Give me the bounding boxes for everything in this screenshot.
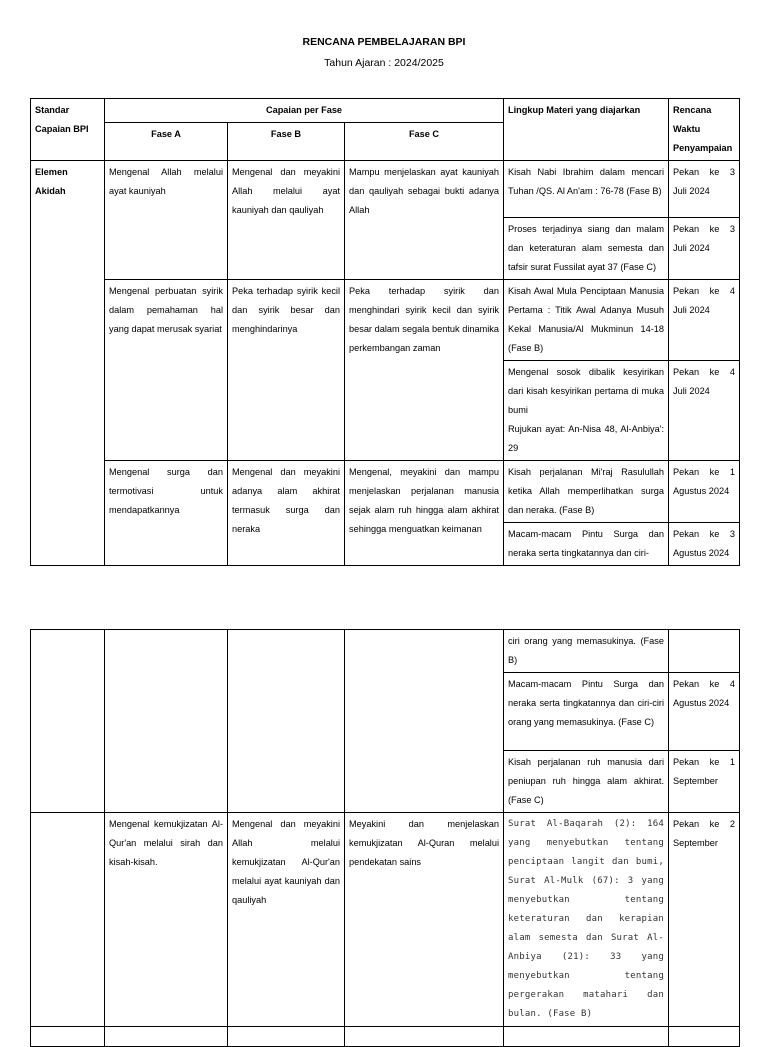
g2-materi-2-rujukan: Rujukan ayat: An-Nisa 48, Al-Anbiya': 29 xyxy=(508,424,665,453)
header-standar: Standar Capaian BPI xyxy=(31,99,105,161)
header-fase-b: Fase B xyxy=(228,123,345,161)
g4-fase-b: Mengenal dan meyakini Allah melalui kemukjizatan Al-Qur'an melalui ayat kauniyah dan qauliyah xyxy=(228,813,345,1027)
p2-materi-continued: ciri orang yang memasukinya. (Fase B) xyxy=(504,630,669,673)
g4-waktu-1: Pekan ke 2 September xyxy=(669,813,740,1027)
g2-fase-b: Peka terhadap syirik kecil dan syirik besar dan menghindarinya xyxy=(228,280,345,461)
g2-materi-1: Kisah Awal Mula Penciptaan Manusia Pertama : Titik Awal Adanya Musuh Kekal Manusia/Al Mukminun 14-18 (Fase B) xyxy=(504,280,669,361)
header-fase-c: Fase C xyxy=(345,123,504,161)
next-row-cell-5 xyxy=(504,1027,669,1047)
lesson-plan-table-page-2 xyxy=(30,629,740,1047)
g1-materi-2: Proses terjadinya siang dan malam dan keteraturan alam semesta dan tafsir surat Fussilat ayat 37 (Fase C) xyxy=(504,218,669,280)
academic-year: Tahun Ajaran : 2024/2025 xyxy=(324,57,444,69)
g2-waktu-1: Pekan ke 4 Juli 2024 xyxy=(669,280,740,361)
g1-waktu-2: Pekan ke 3 Juli 2024 xyxy=(669,218,740,280)
elemen-label: Elemen Akidah xyxy=(31,161,105,566)
next-row-cell-3 xyxy=(228,1027,345,1047)
g4-elemen-cell xyxy=(31,813,105,1027)
next-row-cell-4 xyxy=(345,1027,504,1047)
p2-elemen-cell xyxy=(31,630,105,813)
g3-materi-2: Macam-macam Pintu Surga dan neraka serta tingkatannya dan ciri- xyxy=(504,523,669,566)
lesson-plan-table-page-1 xyxy=(30,98,740,566)
p2-waktu-empty xyxy=(669,630,740,673)
g2-materi-2-text: Mengenal sosok dibalik kesyirikan dari kisah kesyirikan pertama di muka bumi xyxy=(508,367,665,415)
header-waktu: Rencana Waktu Penyampaian xyxy=(669,99,740,161)
next-row-cell-2 xyxy=(105,1027,228,1047)
next-row-cell-6 xyxy=(669,1027,740,1047)
p2-fase-c-cell xyxy=(345,630,504,813)
g3-fase-c: Mengenal, meyakini dan mampu menjelaskan perjalanan manusia sejak alam ruh hingga alam akhirat sehingga menguatkan keimanan xyxy=(345,461,504,566)
g2-materi-2 xyxy=(504,361,669,461)
header-fase-a: Fase A xyxy=(105,123,228,161)
p2-fase-b-cell xyxy=(228,630,345,813)
g2-fase-c: Peka terhadap syirik dan menghindari syirik kecil dan syirik besar dalam segala bentuk dinamika perkembangan zaman xyxy=(345,280,504,461)
g1-materi-1: Kisah Nabi Ibrahim dalam mencari Tuhan /QS. Al An'am : 76-78 (Fase B) xyxy=(504,161,669,218)
p2-waktu-2: Pekan ke 4 Agustus 2024 xyxy=(669,673,740,751)
g2-waktu-2: Pekan ke 4 Juli 2024 xyxy=(669,361,740,461)
g1-fase-a: Mengenal Allah melalui ayat kauniyah xyxy=(105,161,228,280)
g1-fase-c: Mampu menjelaskan ayat kauniyah dan qauliyah sebagai bukti adanya Allah xyxy=(345,161,504,280)
g4-materi-1: Surat Al-Baqarah (2): 164 yang menyebutkan tentang penciptaan langit dan bumi, Surat Al-Mulk (67): 3 yang menyebutkan tentang keteraturan dan kerapian alam semesta dan Surat Al-Anbiya (21): 33 yang menyebutkan tentang pergerakan matahari dan bulan. (Fase B) xyxy=(504,813,669,1027)
p2-materi-pintu-surga-c: Macam-macam Pintu Surga dan neraka serta tingkatannya dan ciri-ciri orang yang memasukinya. (Fase C) xyxy=(504,673,669,751)
g3-waktu-1: Pekan ke 1 Agustus 2024 xyxy=(669,461,740,523)
p2-materi-ruh: Kisah perjalanan ruh manusia dari peniupan ruh hingga alam akhirat. (Fase C) xyxy=(504,751,669,813)
header-capaian: Capaian per Fase xyxy=(105,99,504,123)
g1-fase-b: Mengenal dan meyakini Allah melalui ayat kauniyah dan qauliyah xyxy=(228,161,345,280)
g1-waktu-1: Pekan ke 3 Juli 2024 xyxy=(669,161,740,218)
p2-waktu-3: Pekan ke 1 September xyxy=(669,751,740,813)
g3-waktu-2: Pekan ke 3 Agustus 2024 xyxy=(669,523,740,566)
document-title: RENCANA PEMBELAJARAN BPI xyxy=(302,36,466,48)
g3-fase-b: Mengenal dan meyakini adanya alam akhirat termasuk surga dan neraka xyxy=(228,461,345,566)
p2-fase-a-cell xyxy=(105,630,228,813)
g3-fase-a: Mengenal surga dan termotivasi untuk mendapatkannya xyxy=(105,461,228,566)
g3-materi-1: Kisah perjalanan Mi'raj Rasulullah ketika Allah memperlihatkan surga dan neraka. (Fase B) xyxy=(504,461,669,523)
header-lingkup: Lingkup Materi yang diajarkan xyxy=(504,99,669,161)
next-row-cell-1 xyxy=(31,1027,105,1047)
g4-fase-a: Mengenal kemukjizatan Al-Qur'an melalui sirah dan kisah-kisah. xyxy=(105,813,228,1027)
g4-fase-c: Meyakini dan menjelaskan kemukjizatan Al-Quran melalui pendekatan sains xyxy=(345,813,504,1027)
g2-fase-a: Mengenal perbuatan syirik dalam pemahaman hal yang dapat merusak syariat xyxy=(105,280,228,461)
